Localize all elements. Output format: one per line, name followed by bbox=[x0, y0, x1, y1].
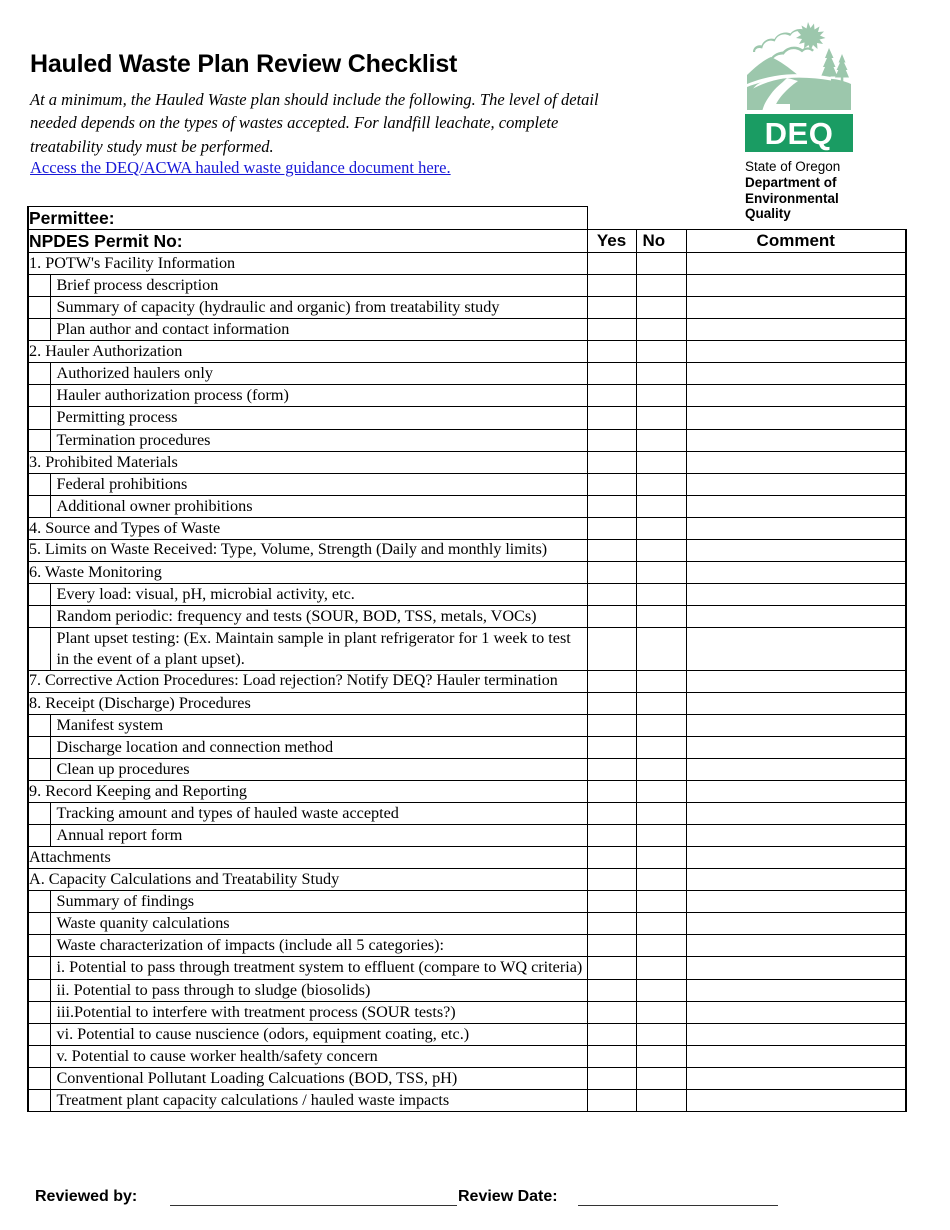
yes-checkbox-cell[interactable] bbox=[587, 935, 636, 957]
deq-acronym-bar bbox=[745, 114, 853, 152]
checklist-item-sub: Tracking amount and types of hauled waste accepted bbox=[50, 803, 587, 825]
comment-cell[interactable] bbox=[686, 473, 906, 495]
npdes-header-row bbox=[28, 230, 906, 253]
indent-cell bbox=[28, 429, 50, 451]
reviewed-by-label: Reviewed by: bbox=[35, 1188, 138, 1205]
checklist-item-main: 2. Hauler Authorization bbox=[28, 341, 587, 363]
indent-cell bbox=[28, 363, 50, 385]
comment-cell[interactable] bbox=[686, 539, 906, 561]
yes-checkbox-cell[interactable] bbox=[587, 913, 636, 935]
no-checkbox-cell[interactable] bbox=[636, 935, 686, 957]
yes-checkbox-cell[interactable] bbox=[587, 758, 636, 780]
deq-acronym: DEQ bbox=[764, 115, 834, 151]
comment-cell[interactable] bbox=[686, 803, 906, 825]
indent-cell bbox=[28, 714, 50, 736]
yes-checkbox-cell[interactable] bbox=[587, 275, 636, 297]
yes-checkbox-cell[interactable] bbox=[587, 407, 636, 429]
indent-cell bbox=[28, 583, 50, 605]
yes-checkbox-cell[interactable] bbox=[587, 605, 636, 627]
npdes-permit-field[interactable] bbox=[28, 230, 587, 253]
table-row bbox=[28, 275, 906, 297]
comment-cell[interactable] bbox=[686, 758, 906, 780]
review-date-input[interactable] bbox=[578, 1205, 778, 1206]
table-row bbox=[28, 869, 906, 891]
no-checkbox-cell[interactable] bbox=[636, 803, 686, 825]
table-row bbox=[28, 913, 906, 935]
checklist-item-main: A. Capacity Calculations and Treatability Study bbox=[28, 869, 587, 891]
no-checkbox-cell[interactable] bbox=[636, 495, 686, 517]
table-row bbox=[28, 253, 906, 275]
yes-checkbox-cell[interactable] bbox=[587, 451, 636, 473]
table-row bbox=[28, 627, 906, 670]
comment-cell[interactable] bbox=[686, 979, 906, 1001]
checklist-item-sub: ii. Potential to pass through to sludge (biosolids) bbox=[50, 979, 587, 1001]
table-row bbox=[28, 539, 906, 561]
checklist-item-sub: Additional owner prohibitions bbox=[50, 495, 587, 517]
column-header-no: No bbox=[636, 230, 686, 253]
spacer-cell bbox=[636, 207, 686, 230]
table-row bbox=[28, 341, 906, 363]
permittee-label: Permittee: bbox=[29, 207, 115, 228]
table-row bbox=[28, 429, 906, 451]
comment-cell[interactable] bbox=[686, 451, 906, 473]
indent-cell bbox=[28, 935, 50, 957]
table-row bbox=[28, 319, 906, 341]
logo-dept-line-3: Quality bbox=[745, 206, 791, 222]
comment-cell[interactable] bbox=[686, 1023, 906, 1045]
yes-checkbox-cell[interactable] bbox=[587, 1045, 636, 1067]
column-header-yes: Yes bbox=[587, 230, 636, 253]
comment-cell[interactable] bbox=[686, 495, 906, 517]
comment-cell[interactable] bbox=[686, 583, 906, 605]
indent-cell bbox=[28, 495, 50, 517]
checklist-item-sub: Permitting process bbox=[50, 407, 587, 429]
yes-checkbox-cell[interactable] bbox=[587, 341, 636, 363]
indent-cell bbox=[28, 407, 50, 429]
no-checkbox-cell[interactable] bbox=[636, 825, 686, 847]
page-title: Hauled Waste Plan Review Checklist bbox=[30, 50, 458, 78]
indent-cell bbox=[28, 385, 50, 407]
no-checkbox-cell[interactable] bbox=[636, 407, 686, 429]
checklist-item-sub: Random periodic: frequency and tests (SOUR, BOD, TSS, metals, VOCs) bbox=[50, 605, 587, 627]
logo-dept-line-2: Environmental bbox=[745, 190, 839, 206]
yes-checkbox-cell[interactable] bbox=[587, 517, 636, 539]
yes-checkbox-cell[interactable] bbox=[587, 736, 636, 758]
no-checkbox-cell[interactable] bbox=[636, 385, 686, 407]
no-checkbox-cell[interactable] bbox=[636, 319, 686, 341]
yes-checkbox-cell[interactable] bbox=[587, 1089, 636, 1111]
no-checkbox-cell[interactable] bbox=[636, 847, 686, 869]
table-row bbox=[28, 891, 906, 913]
yes-checkbox-cell[interactable] bbox=[587, 1023, 636, 1045]
yes-checkbox-cell[interactable] bbox=[587, 473, 636, 495]
table-row bbox=[28, 1089, 906, 1111]
no-checkbox-cell[interactable] bbox=[636, 957, 686, 979]
yes-checkbox-cell[interactable] bbox=[587, 825, 636, 847]
review-date-label: Review Date: bbox=[458, 1188, 558, 1205]
yes-checkbox-cell[interactable] bbox=[587, 253, 636, 275]
yes-checkbox-cell[interactable] bbox=[587, 583, 636, 605]
yes-checkbox-cell[interactable] bbox=[587, 957, 636, 979]
yes-checkbox-cell[interactable] bbox=[587, 692, 636, 714]
table-row bbox=[28, 605, 906, 627]
yes-checkbox-cell[interactable] bbox=[587, 780, 636, 802]
no-checkbox-cell[interactable] bbox=[636, 275, 686, 297]
table-row bbox=[28, 451, 906, 473]
checklist-item-main: 8. Receipt (Discharge) Procedures bbox=[28, 692, 587, 714]
checklist-table bbox=[27, 206, 907, 1112]
indent-cell bbox=[28, 979, 50, 1001]
no-checkbox-cell[interactable] bbox=[636, 714, 686, 736]
yes-checkbox-cell[interactable] bbox=[587, 891, 636, 913]
table-row bbox=[28, 847, 906, 869]
checklist-item-sub: Plan author and contact information bbox=[50, 319, 587, 341]
no-checkbox-cell[interactable] bbox=[636, 869, 686, 891]
checklist-item-sub: i. Potential to pass through treatment system to effluent (compare to WQ criteria) bbox=[50, 957, 587, 979]
indent-cell bbox=[28, 736, 50, 758]
yes-checkbox-cell[interactable] bbox=[587, 1067, 636, 1089]
checklist-item-sub: Termination procedures bbox=[50, 429, 587, 451]
comment-cell[interactable] bbox=[686, 913, 906, 935]
table-row bbox=[28, 561, 906, 583]
yes-checkbox-cell[interactable] bbox=[587, 714, 636, 736]
comment-cell[interactable] bbox=[686, 407, 906, 429]
indent-cell bbox=[28, 1089, 50, 1111]
permittee-field[interactable] bbox=[28, 207, 587, 230]
checklist-item-main: 1. POTW's Facility Information bbox=[28, 253, 587, 275]
comment-cell[interactable] bbox=[686, 935, 906, 957]
checklist-item-sub: Clean up procedures bbox=[50, 758, 587, 780]
yes-checkbox-cell[interactable] bbox=[587, 495, 636, 517]
yes-checkbox-cell[interactable] bbox=[587, 561, 636, 583]
checklist-item-sub: Plant upset testing: (Ex. Maintain sample in plant refrigerator for 1 week to test in the event of a plant upset). bbox=[50, 627, 587, 670]
comment-cell[interactable] bbox=[686, 341, 906, 363]
no-checkbox-cell[interactable] bbox=[636, 627, 686, 670]
comment-cell[interactable] bbox=[686, 891, 906, 913]
checklist-table-container bbox=[27, 206, 905, 1112]
yes-checkbox-cell[interactable] bbox=[587, 429, 636, 451]
comment-cell[interactable] bbox=[686, 1067, 906, 1089]
checklist-item-sub: Every load: visual, pH, microbial activity, etc. bbox=[50, 583, 587, 605]
yes-checkbox-cell[interactable] bbox=[587, 847, 636, 869]
intro-paragraph: At a minimum, the Hauled Waste plan should include the following. The level of detail needed depends on the types of wastes accepted. For landfill leachate, complete treatability study must be performed. bbox=[30, 90, 599, 156]
checklist-item-main: 7. Corrective Action Procedures: Load rejection? Notify DEQ? Hauler termination bbox=[28, 670, 587, 692]
no-checkbox-cell[interactable] bbox=[636, 539, 686, 561]
comment-cell[interactable] bbox=[686, 714, 906, 736]
table-row bbox=[28, 1001, 906, 1023]
indent-cell bbox=[28, 825, 50, 847]
indent-cell bbox=[28, 627, 50, 670]
yes-checkbox-cell[interactable] bbox=[587, 869, 636, 891]
table-row bbox=[28, 1067, 906, 1089]
comment-cell[interactable] bbox=[686, 385, 906, 407]
checklist-item-sub: Treatment plant capacity calculations / hauled waste impacts bbox=[50, 1089, 587, 1111]
comment-cell[interactable] bbox=[686, 1089, 906, 1111]
table-row bbox=[28, 297, 906, 319]
table-row bbox=[28, 670, 906, 692]
comment-cell[interactable] bbox=[686, 847, 906, 869]
checklist-item-main: 9. Record Keeping and Reporting bbox=[28, 780, 587, 802]
indent-cell bbox=[28, 1001, 50, 1023]
npdes-label: NPDES Permit No: bbox=[29, 230, 183, 251]
no-checkbox-cell[interactable] bbox=[636, 605, 686, 627]
table-row bbox=[28, 714, 906, 736]
indent-cell bbox=[28, 275, 50, 297]
comment-cell[interactable] bbox=[686, 780, 906, 802]
checklist-item-main: 3. Prohibited Materials bbox=[28, 451, 587, 473]
checklist-item-sub: Summary of findings bbox=[50, 891, 587, 913]
no-checkbox-cell[interactable] bbox=[636, 297, 686, 319]
checklist-item-sub: Conventional Pollutant Loading Calcuations (BOD, TSS, pH) bbox=[50, 1067, 587, 1089]
checklist-item-sub: Annual report form bbox=[50, 825, 587, 847]
indent-cell bbox=[28, 957, 50, 979]
table-row bbox=[28, 957, 906, 979]
table-row bbox=[28, 780, 906, 802]
indent-cell bbox=[28, 891, 50, 913]
no-checkbox-cell[interactable] bbox=[636, 979, 686, 1001]
spacer-cell bbox=[587, 207, 636, 230]
no-checkbox-cell[interactable] bbox=[636, 891, 686, 913]
checklist-item-sub: Hauler authorization process (form) bbox=[50, 385, 587, 407]
guidance-document-link[interactable]: Access the DEQ/ACWA hauled waste guidance document here. bbox=[30, 158, 451, 177]
comment-cell[interactable] bbox=[686, 1045, 906, 1067]
no-checkbox-cell[interactable] bbox=[636, 758, 686, 780]
yes-checkbox-cell[interactable] bbox=[587, 670, 636, 692]
no-checkbox-cell[interactable] bbox=[636, 1089, 686, 1111]
table-row bbox=[28, 1023, 906, 1045]
no-checkbox-cell[interactable] bbox=[636, 736, 686, 758]
table-row bbox=[28, 935, 906, 957]
comment-cell[interactable] bbox=[686, 1001, 906, 1023]
checklist-item-sub: Waste characterization of impacts (include all 5 categories): bbox=[50, 935, 587, 957]
checklist-item-main: 4. Source and Types of Waste bbox=[28, 517, 587, 539]
comment-cell[interactable] bbox=[686, 670, 906, 692]
indent-cell bbox=[28, 1067, 50, 1089]
comment-cell[interactable] bbox=[686, 319, 906, 341]
reviewed-by-input[interactable] bbox=[170, 1205, 457, 1206]
comment-cell[interactable] bbox=[686, 253, 906, 275]
indent-cell bbox=[28, 1023, 50, 1045]
checklist-item-sub: Federal prohibitions bbox=[50, 473, 587, 495]
comment-cell[interactable] bbox=[686, 363, 906, 385]
table-row bbox=[28, 758, 906, 780]
no-checkbox-cell[interactable] bbox=[636, 670, 686, 692]
table-row bbox=[28, 583, 906, 605]
comment-cell[interactable] bbox=[686, 869, 906, 891]
indent-cell bbox=[28, 913, 50, 935]
oregon-landscape-icon bbox=[745, 18, 853, 112]
logo-dept-line-1: Department of bbox=[745, 174, 837, 190]
checklist-item-sub: iii.Potential to interfere with treatment process (SOUR tests?) bbox=[50, 1001, 587, 1023]
yes-checkbox-cell[interactable] bbox=[587, 539, 636, 561]
comment-cell[interactable] bbox=[686, 605, 906, 627]
checklist-item-sub: Summary of capacity (hydraulic and organic) from treatability study bbox=[50, 297, 587, 319]
yes-checkbox-cell[interactable] bbox=[587, 363, 636, 385]
no-checkbox-cell[interactable] bbox=[636, 253, 686, 275]
yes-checkbox-cell[interactable] bbox=[587, 319, 636, 341]
table-row bbox=[28, 736, 906, 758]
comment-cell[interactable] bbox=[686, 957, 906, 979]
no-checkbox-cell[interactable] bbox=[636, 780, 686, 802]
no-checkbox-cell[interactable] bbox=[636, 341, 686, 363]
table-row bbox=[28, 385, 906, 407]
no-checkbox-cell[interactable] bbox=[636, 363, 686, 385]
no-checkbox-cell[interactable] bbox=[636, 913, 686, 935]
indent-cell bbox=[28, 758, 50, 780]
comment-cell[interactable] bbox=[686, 692, 906, 714]
table-row bbox=[28, 407, 906, 429]
no-checkbox-cell[interactable] bbox=[636, 517, 686, 539]
no-checkbox-cell[interactable] bbox=[636, 429, 686, 451]
comment-cell[interactable] bbox=[686, 736, 906, 758]
checklist-item-sub: Brief process description bbox=[50, 275, 587, 297]
no-checkbox-cell[interactable] bbox=[636, 583, 686, 605]
no-checkbox-cell[interactable] bbox=[636, 692, 686, 714]
checklist-item-main: 6. Waste Monitoring bbox=[28, 561, 587, 583]
indent-cell bbox=[28, 803, 50, 825]
checklist-item-sub: Discharge location and connection method bbox=[50, 736, 587, 758]
checklist-item-sub: Manifest system bbox=[50, 714, 587, 736]
spacer-cell bbox=[686, 207, 906, 230]
checklist-item-sub: Authorized haulers only bbox=[50, 363, 587, 385]
table-row bbox=[28, 803, 906, 825]
column-header-comment: Comment bbox=[686, 230, 906, 253]
table-row bbox=[28, 517, 906, 539]
yes-checkbox-cell[interactable] bbox=[587, 1001, 636, 1023]
comment-cell[interactable] bbox=[686, 825, 906, 847]
checklist-item-main: 5. Limits on Waste Received: Type, Volume, Strength (Daily and monthly limits) bbox=[28, 539, 587, 561]
checklist-item-sub: vi. Potential to cause nuscience (odors, equipment coating, etc.) bbox=[50, 1023, 587, 1045]
comment-cell[interactable] bbox=[686, 275, 906, 297]
indent-cell bbox=[28, 1045, 50, 1067]
no-checkbox-cell[interactable] bbox=[636, 473, 686, 495]
checklist-item-main: Attachments bbox=[28, 847, 587, 869]
table-row bbox=[28, 692, 906, 714]
no-checkbox-cell[interactable] bbox=[636, 451, 686, 473]
yes-checkbox-cell[interactable] bbox=[587, 627, 636, 670]
indent-cell bbox=[28, 473, 50, 495]
comment-cell[interactable] bbox=[686, 297, 906, 319]
indent-cell bbox=[28, 319, 50, 341]
table-row bbox=[28, 495, 906, 517]
yes-checkbox-cell[interactable] bbox=[587, 803, 636, 825]
comment-cell[interactable] bbox=[686, 517, 906, 539]
no-checkbox-cell[interactable] bbox=[636, 1067, 686, 1089]
table-row bbox=[28, 825, 906, 847]
no-checkbox-cell[interactable] bbox=[636, 1045, 686, 1067]
no-checkbox-cell[interactable] bbox=[636, 1001, 686, 1023]
indent-cell bbox=[28, 605, 50, 627]
signature-footer bbox=[30, 1188, 920, 1218]
yes-checkbox-cell[interactable] bbox=[587, 979, 636, 1001]
checklist-item-sub: v. Potential to cause worker health/safety concern bbox=[50, 1045, 587, 1067]
yes-checkbox-cell[interactable] bbox=[587, 385, 636, 407]
table-row bbox=[28, 473, 906, 495]
table-row bbox=[28, 1045, 906, 1067]
comment-cell[interactable] bbox=[686, 627, 906, 670]
comment-cell[interactable] bbox=[686, 429, 906, 451]
table-row bbox=[28, 979, 906, 1001]
checklist-item-sub: Waste quanity calculations bbox=[50, 913, 587, 935]
comment-cell[interactable] bbox=[686, 561, 906, 583]
no-checkbox-cell[interactable] bbox=[636, 1023, 686, 1045]
indent-cell bbox=[28, 297, 50, 319]
no-checkbox-cell[interactable] bbox=[636, 561, 686, 583]
yes-checkbox-cell[interactable] bbox=[587, 297, 636, 319]
permittee-row bbox=[28, 207, 906, 230]
deq-logo bbox=[745, 18, 857, 222]
table-row bbox=[28, 363, 906, 385]
logo-state-line: State of Oregon bbox=[745, 159, 841, 174]
